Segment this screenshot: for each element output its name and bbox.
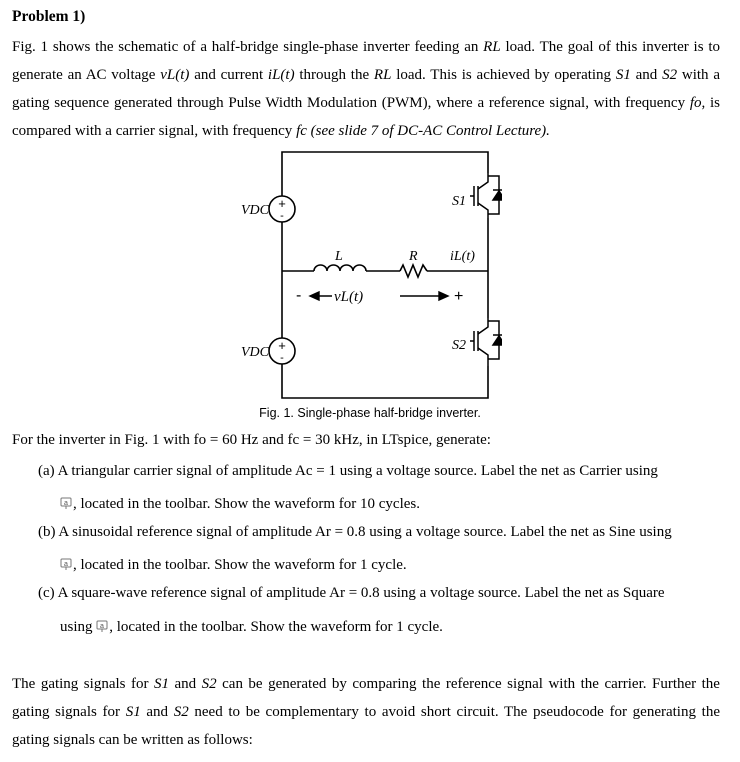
dc-source-top [269,196,295,222]
dc-source-bottom [269,338,295,364]
item-a-line1: (a) A triangular carrier signal of amplitude Ac = 1 using a voltage source. Label the net as Carrier using [38,463,658,479]
inductor-symbol [314,265,366,271]
gating-paragraph: The gating signals for S1 and S2 can be generated by comparing the reference signal with the carrier. Further the gating signals for S1 and S2 need to be complementary to avoid short circuit. The pseudocode for generating the gating signals can be written as follows: [12,676,720,748]
resistor-symbol [400,265,427,277]
inductor-label: L [335,249,343,264]
vdc-top-label: VDC [241,203,269,218]
svg-text:+: + [278,196,286,211]
switch-s2-label: S2 [452,338,466,353]
current-label: iL(t) [450,249,475,264]
figure-caption: Fig. 1. Single-phase half-bridge inverter. [259,406,481,420]
question-text: For the inverter in Fig. 1 with fo = 60 Hz and fc = 30 kHz, in LTspice, generate: [12,432,491,448]
item-b-line2: a , located in the toolbar. Show the waveform for 1 cycle. [60,555,407,575]
voltage-label: vL(t) [334,289,364,305]
label-net-icon [60,558,72,571]
svg-text:a: a [100,623,105,630]
intro-paragraph: Fig. 1 shows the schematic of a half-bridge single-phase inverter feeding an RL load. The goal of this inverter is to generate an AC voltage vL(t) and current iL(t) through the RL load. This is achieved by operating S1 and S2 with a gating sequence generated through Pulse Width Modulation (PWM), where a reference signal, with frequency fo, is compared with a carrier signal, with frequency fc (see slide 7 of DC-AC Control Lecture). [12,39,720,139]
half-bridge-schematic [222,148,502,408]
item-b-line1: (b) A sinusoidal reference signal of amplitude Ar = 0.8 using a voltage source. Label the net as Sine using [38,524,672,540]
svg-text:a: a [64,500,68,507]
plus-sign: + [454,288,464,305]
problem-title: Problem 1) [12,8,86,25]
svg-text:-: - [280,210,284,222]
minus-sign: - [296,287,302,304]
switch-s1-label: S1 [452,194,466,209]
voltage-arrow [310,292,448,300]
item-c-line1: (c) A square-wave reference signal of amplitude Ar = 0.8 using a voltage source. Label the net as Square [38,585,665,601]
igbt-switch-s2 [470,318,502,366]
svg-text:a: a [64,561,68,568]
circuit-wires [282,152,488,398]
item-a-line2: a , located in the toolbar. Show the waveform for 10 cycles. [60,494,420,514]
label-net-icon [96,620,108,633]
resistor-label: R [409,249,418,264]
item-c-line2: using a , located in the toolbar. Show the waveform for 1 cycle. [60,619,443,635]
svg-text:-: - [280,352,284,364]
svg-text:+: + [278,338,286,353]
vdc-bottom-label: VDC [241,345,269,360]
label-net-icon [60,497,72,510]
igbt-switch-s1 [470,173,502,218]
